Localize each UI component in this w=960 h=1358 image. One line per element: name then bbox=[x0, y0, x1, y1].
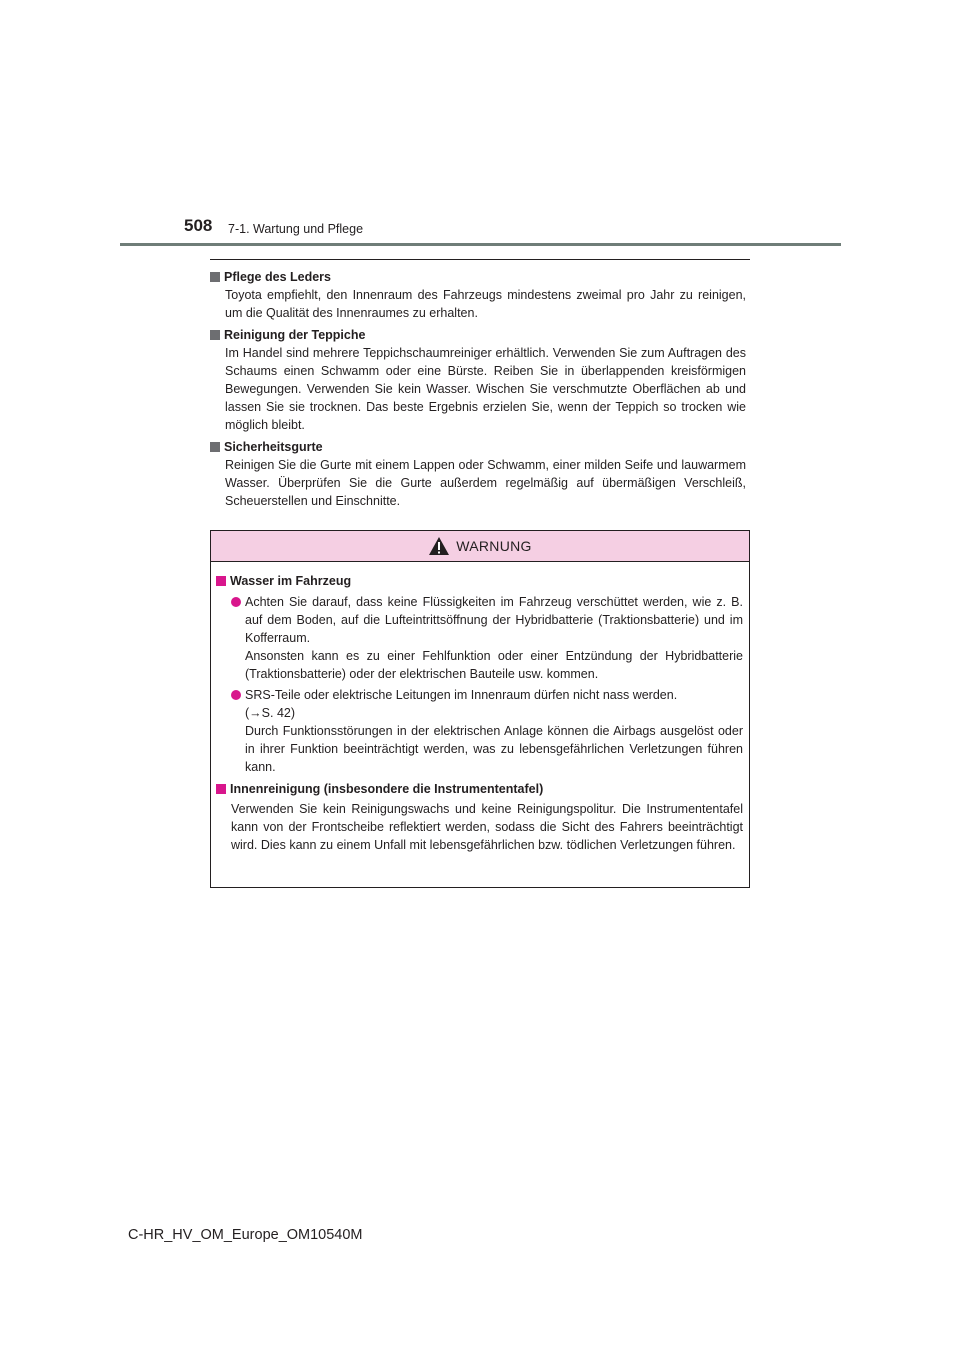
content-area bbox=[210, 268, 746, 514]
bullet-paragraph: Durch Funktionsstörungen in der elektrischen Anlage können die Airbags ausgelöst oder in ihrer Funktion beeinträchtigt werden, was zu lebensgefährlichen Verletzungen führen kann. bbox=[245, 724, 743, 774]
bullet-text bbox=[245, 593, 743, 683]
section-heading bbox=[210, 268, 746, 286]
section-leather-care bbox=[210, 268, 746, 322]
section-body: Toyota empfiehlt, den Innenraum des Fahrzeugs mindestens zweimal pro Jahr zu reinigen, um die Qualität des Innenraumes zu erhalten. bbox=[225, 288, 746, 320]
warning-bullet bbox=[216, 593, 743, 683]
section-body: Reinigen Sie die Gurte mit einem Lappen oder Schwamm, einer milden Seife und lauwarmem Wasser. Überprüfen Sie die Gurte außerdem regelmäßig auf übermäßigen Verschleiß, Scheuerstellen und Einschnitte. bbox=[225, 458, 746, 508]
warning-triangle-icon bbox=[428, 536, 450, 556]
section-title-text: Sicherheitsgurte bbox=[224, 440, 323, 454]
section-carpet-cleaning bbox=[210, 326, 746, 434]
warning-box bbox=[210, 530, 750, 888]
warning-header bbox=[211, 531, 749, 562]
warning-bullet bbox=[216, 686, 743, 776]
page-reference: (→S. 42) bbox=[245, 706, 296, 720]
square-bullet-icon bbox=[216, 576, 226, 586]
bullet-text bbox=[245, 686, 743, 776]
square-bullet-icon bbox=[210, 442, 220, 452]
page-number: 508 bbox=[184, 216, 213, 235]
section-heading bbox=[210, 438, 746, 456]
bullet-paragraph: Achten Sie darauf, dass keine Flüssigkeiten im Fahrzeug verschüttet werden, wie z. B. auf dem Boden, auf die Lufteintrittsöffnung der Hybridbatterie (Traktionsbatterie) und im Kofferraum. bbox=[245, 595, 743, 645]
section-seatbelts bbox=[210, 438, 746, 510]
bullet-paragraph: Ansonsten kann es zu einer Fehlfunktion oder einer Entzündung der Hybridbatterie (Traktionsbatterie) oder der elektrischen Bauteile usw. kommen. bbox=[245, 649, 743, 681]
square-bullet-icon bbox=[216, 784, 226, 794]
section-title: 7-1. Wartung und Pflege bbox=[228, 222, 364, 236]
warning-section-water bbox=[216, 572, 743, 776]
section-body: Im Handel sind mehrere Teppichschaumreiniger erhältlich. Verwenden Sie zum Auftragen des Schaums einen Schwamm oder eine Bürste. Reiben Sie in überlappenden kreisförmigen Bewegungen. Verwenden Sie kein Wasser. Wischen Sie verschmutzte Oberflächen ab und lassen Sie sie trocknen. Das beste Ergebnis erzielen Sie, wenn der Teppich so trocken wie möglich bleibt. bbox=[225, 346, 746, 432]
warning-section-body: Verwenden Sie kein Reinigungswachs und keine Reinigungspolitur. Die Instrumententafel kann von der Frontscheibe reflektiert werden, sodass die Sicht des Fahrers beeinträchtigt wird. Dies kann zu einem Unfall mit lebensgefährlichen bzw. tödlichen Verletzungen führen. bbox=[231, 802, 743, 852]
warning-section-title: Wasser im Fahrzeug bbox=[230, 574, 352, 588]
footer-doc-id: C-HR_HV_OM_Europe_OM10540M bbox=[128, 1227, 363, 1243]
warning-section-heading bbox=[216, 780, 743, 798]
circle-bullet-icon bbox=[231, 690, 241, 700]
circle-bullet-icon bbox=[231, 597, 241, 607]
warning-body bbox=[211, 562, 749, 854]
square-bullet-icon bbox=[210, 272, 220, 282]
warning-section-interior bbox=[216, 780, 743, 854]
section-title-text: Reinigung der Teppiche bbox=[224, 328, 366, 342]
content-rule bbox=[210, 259, 750, 260]
bullet-paragraph: SRS-Teile oder elektrische Leitungen im Innenraum dürfen nicht nass werden. bbox=[245, 688, 678, 702]
warning-section-heading bbox=[216, 572, 743, 590]
square-bullet-icon bbox=[210, 330, 220, 340]
header-rule bbox=[120, 243, 841, 246]
section-title-text: Pflege des Leders bbox=[224, 270, 331, 284]
warning-title: WARNUNG bbox=[456, 538, 532, 554]
warning-section-title: Innenreinigung (insbesondere die Instrumententafel) bbox=[230, 782, 544, 796]
section-heading bbox=[210, 326, 746, 344]
